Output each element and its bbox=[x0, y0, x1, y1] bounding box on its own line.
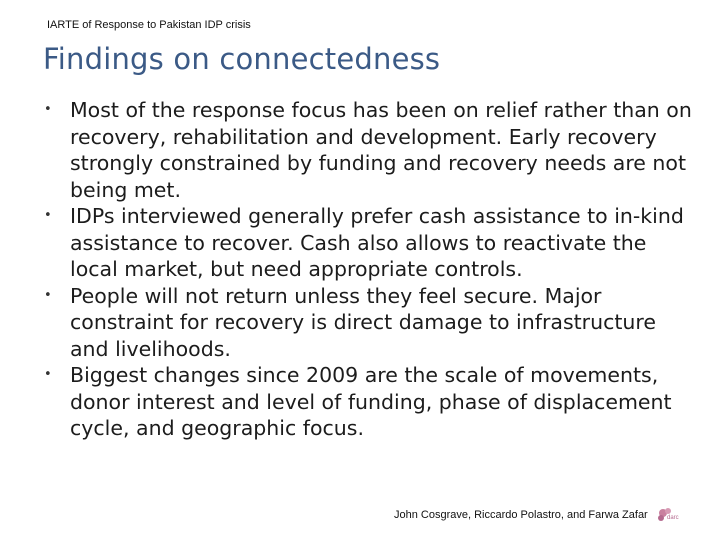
bullet-item bbox=[44, 97, 694, 203]
footer-credit: John Cosgrave, Riccardo Polastro, and Farwa Zafar bbox=[394, 509, 648, 521]
bullet-item bbox=[44, 362, 694, 442]
logo-text: darc bbox=[667, 515, 679, 521]
bullet-icon: • bbox=[44, 367, 52, 382]
slide-title: Findings on connectedness bbox=[43, 42, 441, 76]
bullet-item bbox=[44, 203, 694, 283]
bullet-item bbox=[44, 283, 694, 363]
bullet-text: People will not return unless they feel secure. Major constraint for recovery is direct damage to infrastructure and livelihoods. bbox=[70, 283, 656, 361]
bullet-list bbox=[44, 97, 694, 442]
bullet-text: Most of the response focus has been on relief rather than on recovery, rehabilitation and development. Early recovery strongly constrained by funding and recovery needs are not being met. bbox=[70, 98, 692, 202]
header-caption: IARTE of Response to Pakistan IDP crisis bbox=[47, 19, 251, 31]
bullet-icon: • bbox=[44, 287, 52, 303]
bullet-text: Biggest changes since 2009 are the scale of movements, donor interest and level of funding, phase of displacement cycle, and geographic focus. bbox=[70, 363, 672, 440]
bullet-icon: • bbox=[44, 208, 52, 223]
bullet-icon: • bbox=[44, 102, 52, 117]
bullet-text: IDPs interviewed generally prefer cash assistance to in-kind assistance to recover. Cash also allows to reactivate the local market, but need appropriate controls. bbox=[70, 204, 684, 281]
